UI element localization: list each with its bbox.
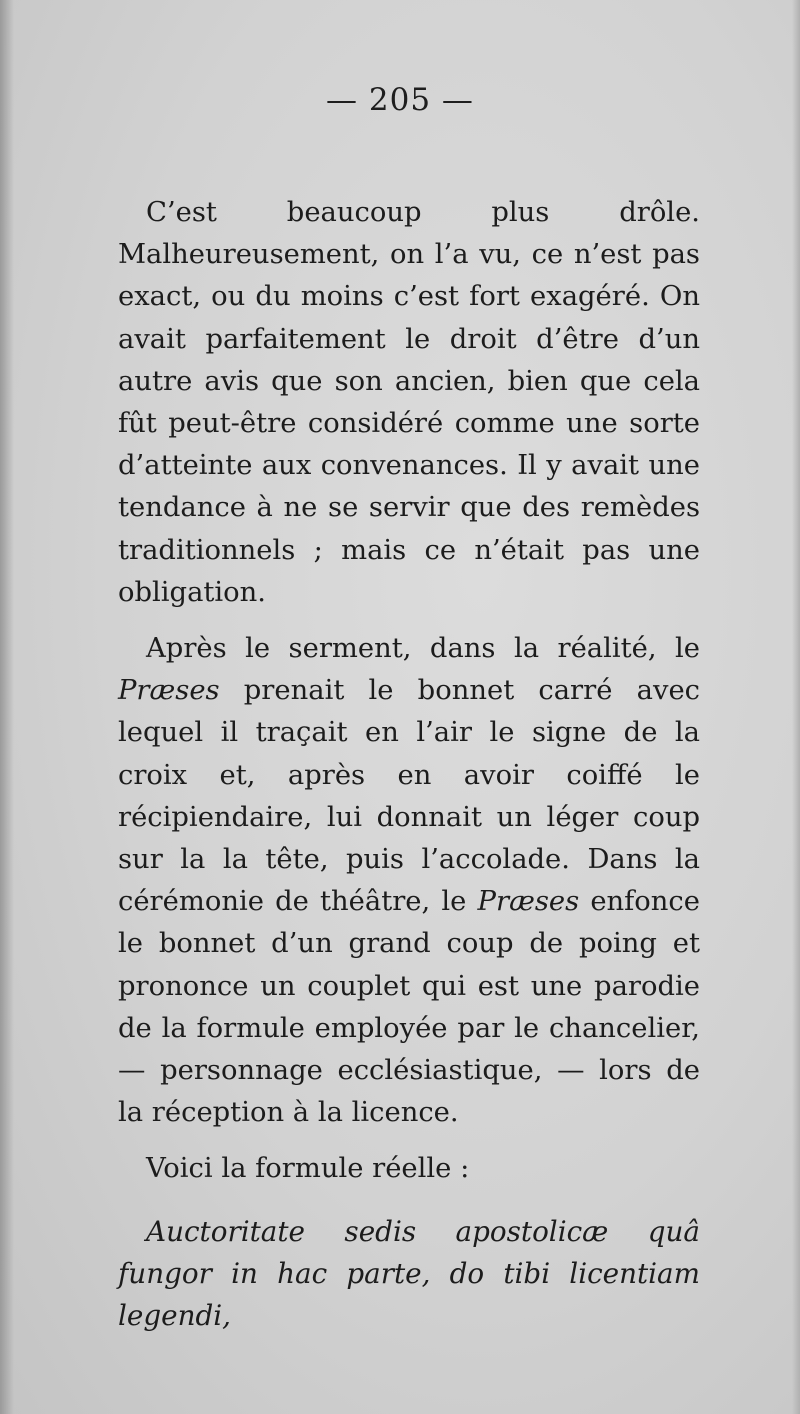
paragraph-text: C’est beaucoup plus drôle. Malheureusement, on l’a vu, ce n’est pas exact, ou du moins c’est fort exagéré. On avait parfaitement le droit d’être d’un autre avis que son ancien, bien que cela fût peut-être considéré comme une sorte d’atteinte aux convenances. Il y avait une tendance à ne se servir que des remèdes traditionnels ; mais ce n’était pas une obligation. — [118, 197, 700, 608]
paragraph-conventions — [118, 192, 700, 614]
latin-formula-text: Auctoritate sedis apostolicæ quâ fungor in hac parte, do tibi licentiam legendi, — [118, 1214, 700, 1333]
italic-term-praeses: Præses — [477, 886, 580, 918]
page-number: — 205 — — [326, 82, 474, 118]
italic-term-praeses: Præses — [118, 675, 220, 707]
paragraph-ceremony — [118, 628, 700, 1134]
paragraph-formula-intro — [118, 1148, 700, 1190]
body-text — [118, 192, 700, 1337]
paragraph-text: enfonce le bonnet d’un grand coup de poing et prononce un couplet qui est une parodie de la formule employée par le chancelier, — personnage ecclésiastique, — lors de la réception à la licence. — [118, 886, 700, 1129]
page-edge-shadow — [792, 0, 800, 1414]
paragraph-text: Voici la formule réelle : — [146, 1153, 470, 1185]
paragraph-latin-formula — [118, 1211, 700, 1338]
paragraph-text: prenait le bonnet carré avec lequel il traçait en l’air le signe de la croix et, après en avoir coiffé le récipiendaire, lui donnait un léger coup sur la la tête, puis l’accolade. Dans la cérémonie de théâtre, le — [118, 675, 700, 918]
paragraph-text: Après le serment, dans la réalité, le — [146, 633, 700, 665]
page-gutter-shadow — [0, 0, 14, 1414]
